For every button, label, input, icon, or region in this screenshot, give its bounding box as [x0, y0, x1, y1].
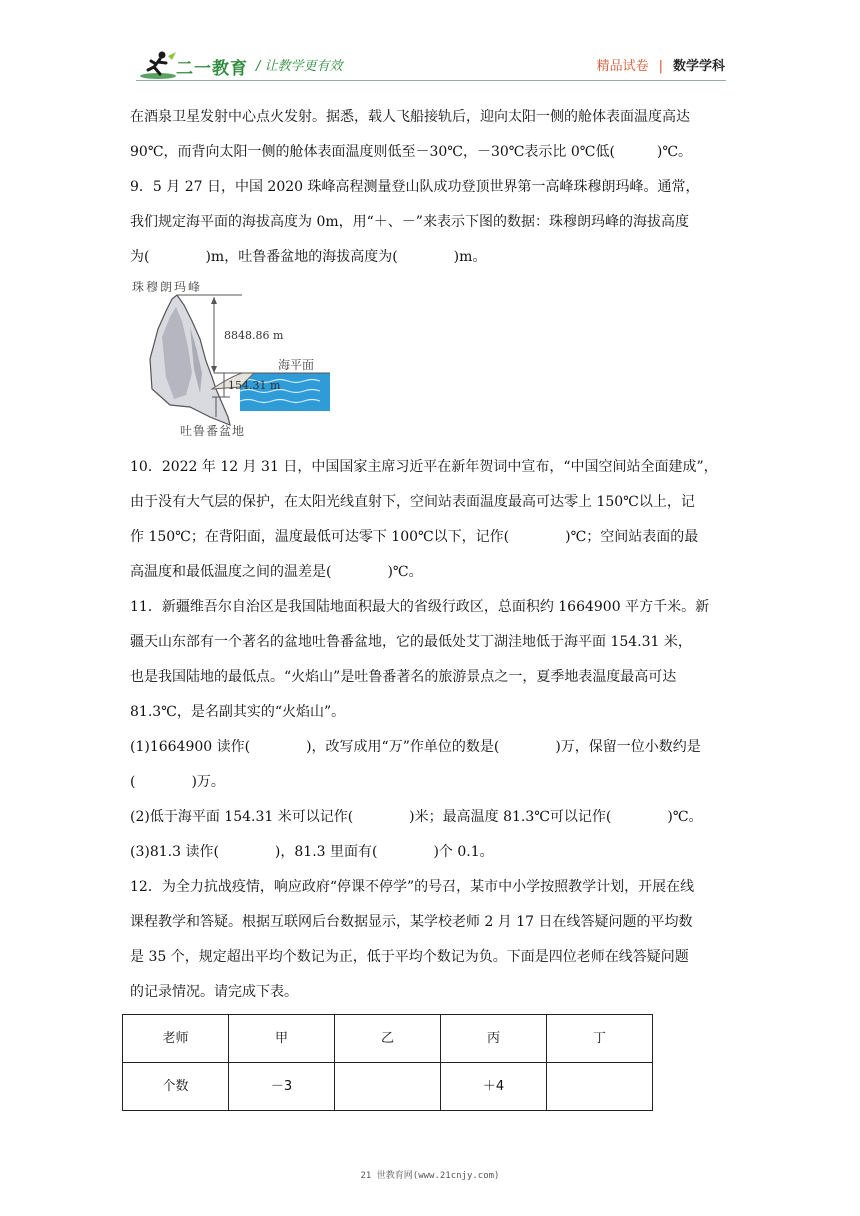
table-cell-blank: [547, 1063, 653, 1111]
question-11-line: 也是我国陆地的最低点。“火焰山”是吐鲁番著名的旅游景点之一，夏季地表温度最高可达: [130, 669, 677, 685]
question-9-line: 9．5 月 27 日，中国 2020 珠峰高程测量登山队成功登顶世界第一高峰珠穆朗玛峰。通常，: [130, 179, 700, 195]
peak-label: 珠穆朗玛峰: [132, 280, 203, 294]
table-cell-blank: [335, 1063, 441, 1111]
table-cell: ＋4: [441, 1063, 547, 1111]
table-cell: 甲: [229, 1015, 335, 1063]
header-divider: [136, 80, 726, 81]
question-11-line: 疆天山东部有一个著名的盆地吐鲁番盆地，它的最低处艾丁湖洼地低于海平面 154.31 米，: [130, 634, 692, 650]
logo-text: 二一教育: [176, 59, 248, 79]
depth-label: 154.31 m: [228, 379, 281, 392]
question-11-sub1: (1)1664900 读作( )，改写成用“万”作单位的数是( )万，保留一位小数约是: [130, 739, 701, 755]
question-11-sub1: ( )万。: [130, 774, 225, 790]
question-12-line: 12．为全力抗战疫情，响应政府“停课不停学”的号召，某市中小学按照教学计划，开展在线: [130, 879, 695, 895]
page-footer: 21 世教育网(www.21cnjy.com): [360, 1171, 500, 1181]
basin-label: 吐鲁番盆地: [180, 424, 246, 438]
teacher-answers-table: [122, 1014, 653, 1111]
question-10-line: 由于没有大气层的保护，在太阳光线直射下，空间站表面温度最高可达零上 150℃以上，记: [130, 494, 695, 510]
text-line: 90℃，而背向太阳一侧的舱体表面温度则低至－30℃，－30℃表示比 0℃低( )℃。: [130, 144, 693, 160]
table-row: [123, 1063, 653, 1111]
question-10-line: 作 150℃；在背阳面，温度最低可达零下 100℃以下，记作( )℃；空间站表面的最: [130, 529, 699, 545]
brand-block: [597, 55, 725, 74]
brand-right: 数学学科: [672, 59, 725, 74]
elevation-diagram: [130, 277, 330, 442]
table-header-row: [123, 1015, 653, 1063]
question-10-line: 10．2022 年 12 月 31 日，中国国家主席习近平在新年贺词中宣布，“中国空间站全面建成”，: [130, 459, 718, 475]
table-cell: 丁: [547, 1015, 653, 1063]
question-11-line: 81.3℃，是名副其实的“火焰山”。: [130, 704, 346, 720]
question-11-line: 11．新疆维吾尔自治区是我国陆地面积最大的省级行政区，总面积约 1664900 平方千米。新: [130, 599, 710, 615]
height-label: 8848.86 m: [224, 329, 284, 342]
table-cell: 个数: [123, 1063, 229, 1111]
question-9-line: 为( )m，吐鲁番盆地的海拔高度为( )m。: [130, 249, 487, 265]
question-12-line: 是 35 个，规定超出平均个数记为正，低于平均个数记为负。下面是四位老师在线答疑问题: [130, 949, 689, 965]
question-12-line: 的记录情况。请完成下表。: [130, 984, 298, 1000]
everest-turpan-figure: [130, 277, 330, 442]
runner-logo-icon: [138, 50, 178, 80]
brand-left: 精品试卷: [596, 59, 649, 74]
page-header: [0, 0, 860, 100]
question-11-sub3: (3)81.3 读作( )，81.3 里面有( )个 0.1。: [130, 844, 494, 860]
question-9-line: 我们规定海平面的海拔高度为 0m，用“＋、－”来表示下图的数据：珠穆朗玛峰的海拔高度: [130, 214, 689, 230]
table-cell: 老师: [123, 1015, 229, 1063]
table-cell: 丙: [441, 1015, 547, 1063]
document-body: [130, 100, 735, 1111]
slogan: / 让教学更有效: [256, 59, 343, 74]
question-12-line: 课程教学和答疑。根据互联网后台数据显示，某学校老师 2 月 17 日在线答疑问题的平均数: [130, 914, 693, 930]
brand-separator: |: [658, 59, 663, 74]
table-cell: －3: [229, 1063, 335, 1111]
sea-level-label: 海平面: [278, 358, 315, 372]
text-line: 在酒泉卫星发射中心点火发射。据悉，载人飞船接轨后，迎向太阳一侧的舱体表面温度高达: [130, 109, 690, 125]
question-10-line: 高温度和最低温度之间的温差是( )℃。: [130, 564, 423, 580]
question-11-sub2: (2)低于海平面 154.31 米可以记作( )米；最高温度 81.3℃可以记作( )℃。: [130, 809, 703, 825]
table-cell: 乙: [335, 1015, 441, 1063]
